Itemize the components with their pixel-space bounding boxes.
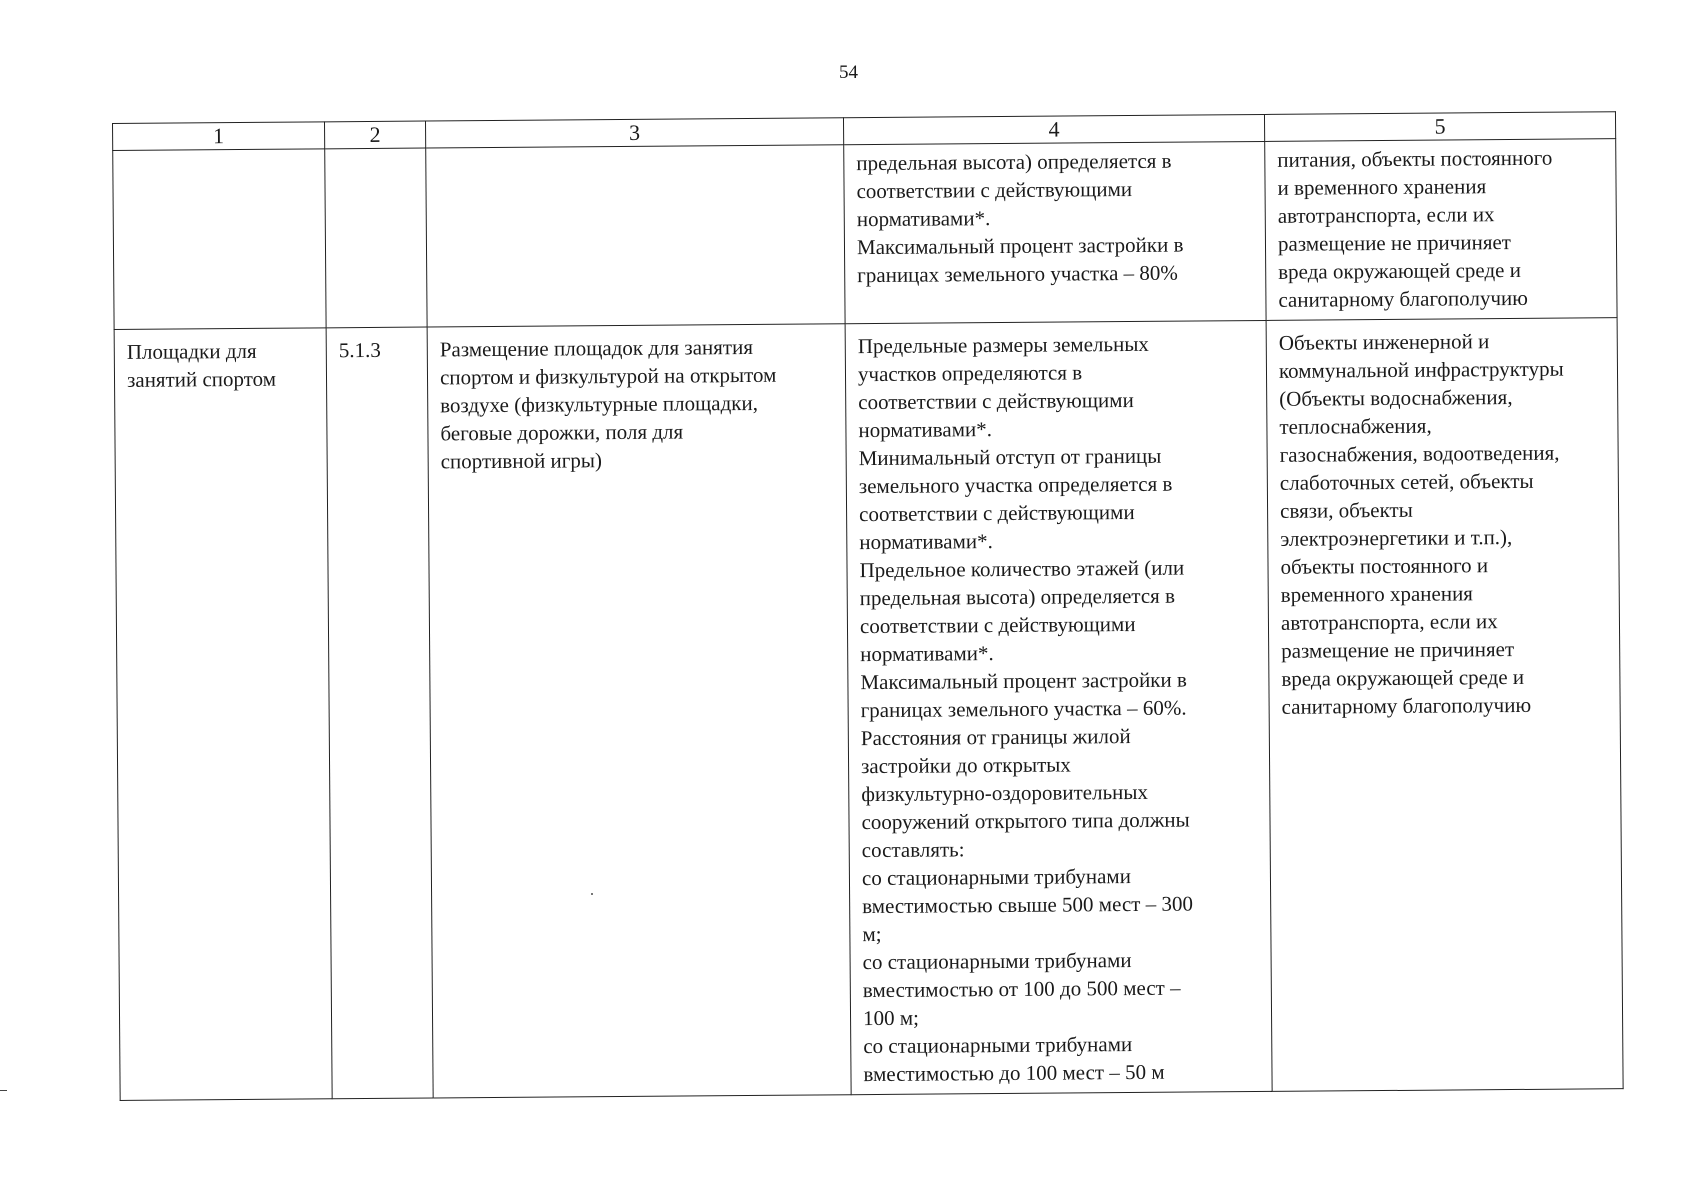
scan-speck: [591, 893, 593, 895]
cell-text-line: Предельные размеры земельных: [857, 331, 1149, 359]
cell-text-line: Размещение площадок для занятия: [439, 334, 754, 362]
cell-text-line: Расстояния от границы жилой: [860, 724, 1131, 751]
cell-text-line: вреда окружающей среде и: [1278, 257, 1522, 284]
table-row-continuation: [113, 139, 1617, 330]
cell-text-line: соответствии с действующими: [858, 387, 1134, 415]
cell-text-line: воздухе (физкультурные площадки,: [440, 390, 759, 418]
cell-text-line: вместимостью от 100 до 500 мест –: [862, 975, 1181, 1003]
cell-text-line: Минимальный отступ от границы: [858, 443, 1162, 471]
cell-text-line: участков определяются в: [857, 360, 1083, 387]
cell-text-line: со стационарными трибунами: [862, 948, 1132, 975]
column-header-1: 1: [113, 122, 325, 151]
zoning-table: [112, 111, 1624, 1101]
cell-text-line: границах земельного участка – 80%: [857, 260, 1178, 288]
cell-text-line: предельная высота) определяется в: [856, 148, 1172, 176]
cell-text-line: электроэнергетики и т.п.),: [1280, 525, 1513, 551]
cell-code: 5.1.3: [326, 327, 433, 1099]
cell-text-line: со стационарными трибунами: [863, 1032, 1133, 1059]
cell-text-line: соответствии с действующими: [859, 611, 1136, 639]
cell-text-line: автотранспорта, если их: [1280, 609, 1498, 635]
cell-text-line: санитарному благополучию: [1278, 285, 1529, 312]
cell-text-line: размещение не причиняет: [1281, 637, 1515, 663]
cell-text-line: Максимальный процент застройки в: [856, 232, 1184, 260]
cell-text-line: теплоснабжения,: [1279, 413, 1432, 439]
column-header-2: 2: [324, 121, 425, 149]
cell-text-line: соответствии с действующими: [859, 499, 1135, 527]
cell-text-line: сооружений открытого типа должны: [861, 807, 1190, 835]
cell-text-line: нормативами*.: [859, 529, 993, 555]
cell-text-line: Объекты инженерной и: [1278, 329, 1490, 355]
scan-edge-mark: [0, 1090, 7, 1091]
cell-parameters-continued: [844, 141, 1266, 323]
cell-text-line: вместимостью свыше 500 мест – 300: [862, 891, 1193, 919]
cell-text-line: застройки до открытых: [860, 752, 1071, 779]
table-row-sports-grounds: [114, 318, 1623, 1101]
cell-text-line: занятий спортом: [126, 366, 277, 392]
cell-text-line: предельная высота) определяется в: [859, 583, 1176, 611]
cell-parameters: [845, 320, 1272, 1094]
cell-text-line: и временного хранения: [1277, 174, 1487, 200]
cell-text-line: м;: [862, 921, 882, 947]
cell-code-continued: [325, 148, 427, 328]
cell-auxiliary-uses: [1266, 318, 1623, 1092]
cell-text-line: коммунальной инфраструктуры: [1278, 356, 1564, 383]
cell-text-line: спортивной игры): [440, 448, 603, 474]
cell-use-name-continued: [113, 149, 326, 330]
cell-text-line: Площадки для: [126, 338, 257, 364]
cell-text-line: нормативами*.: [858, 417, 993, 443]
cell-description: [427, 324, 851, 1098]
cell-text-line: автотранспорта, если их: [1277, 202, 1495, 228]
cell-text-line: вместимостью до 100 мест – 50 м: [863, 1059, 1165, 1087]
cell-text-line: питания, объекты постоянного: [1277, 145, 1553, 172]
cell-text-line: слаботочных сетей, объекты: [1279, 468, 1534, 495]
cell-text-line: размещение не причиняет: [1277, 230, 1512, 256]
cell-text-line: нормативами*.: [856, 206, 991, 232]
cell-text-line: физкультурно-оздоровительных: [861, 779, 1149, 807]
page-number: 54: [839, 62, 858, 83]
cell-text-line: (Объекты водоснабжения,: [1279, 385, 1513, 411]
column-header-4: 4: [843, 114, 1264, 144]
cell-text-line: границах земельного участка – 60%.: [860, 695, 1187, 723]
cell-text-line: со стационарными трибунами: [861, 864, 1131, 891]
cell-auxiliary-uses-continued: [1265, 139, 1617, 321]
cell-text-line: временного хранения: [1280, 581, 1474, 607]
cell-description-continued: [426, 145, 845, 327]
column-header-3: 3: [425, 118, 843, 148]
cell-text-line: вреда окружающей среде и: [1281, 664, 1525, 691]
cell-text-line: соответствии с действующими: [856, 176, 1133, 204]
cell-text-line: беговые дорожки, поля для: [440, 419, 684, 446]
cell-use-name: [114, 328, 332, 1101]
cell-text-line: Максимальный процент застройки в: [860, 667, 1187, 695]
cell-text-line: составлять:: [861, 837, 965, 863]
column-header-5: 5: [1264, 112, 1615, 142]
cell-text-line: связи, объекты: [1279, 497, 1413, 523]
cell-text-line: спортом и физкультурой на открытом: [439, 362, 777, 390]
cell-text-line: земельного участка определяется в: [858, 471, 1173, 499]
cell-text-line: объекты постоянного и: [1280, 553, 1489, 579]
cell-text-line: нормативами*.: [860, 641, 994, 667]
cell-text-line: 100 м;: [862, 1005, 920, 1031]
cell-text-line: санитарному благополучию: [1281, 692, 1532, 719]
cell-text-line: Предельное количество этажей (или: [859, 555, 1185, 583]
cell-text-line: газоснабжения, водоотведения,: [1279, 440, 1560, 467]
